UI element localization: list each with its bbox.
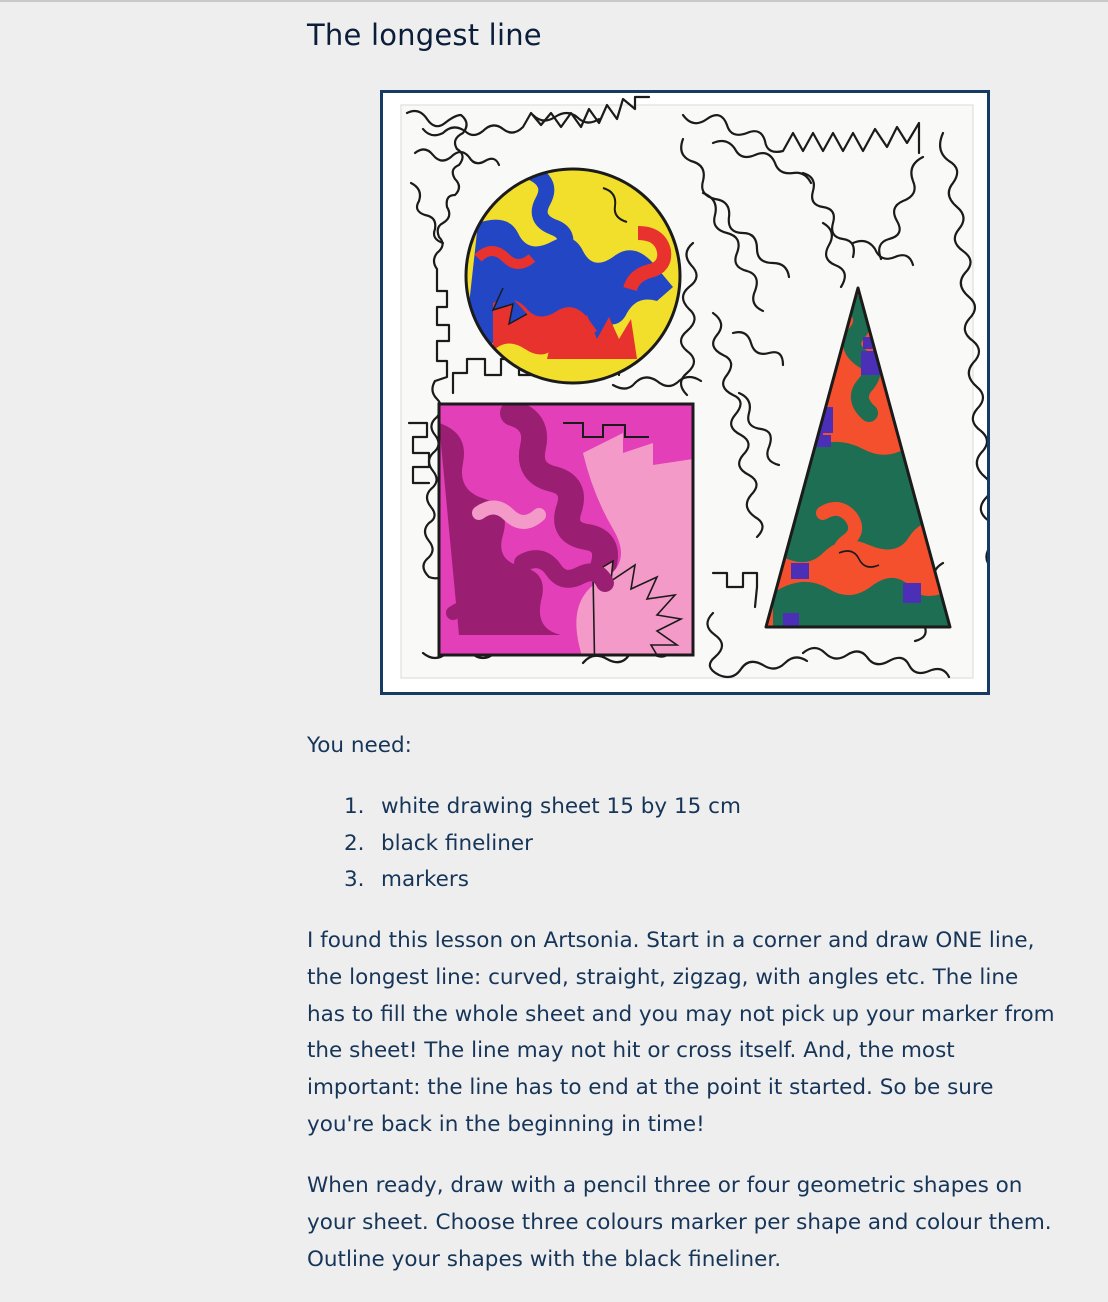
paragraph-line: important: the line has to end at the point it started. So be sure	[307, 1075, 994, 1101]
artwork-drawing	[383, 93, 987, 692]
shapes-paragraph	[307, 1168, 1067, 1278]
paragraph-line: the longest line: curved, straight, zigzag, with angles etc. The line	[307, 964, 1019, 990]
post-title[interactable]: The longest line	[307, 18, 542, 52]
paragraph-line: the sheet! The line may not hit or cross itself. And, the most	[307, 1038, 955, 1064]
list-item	[344, 862, 741, 899]
list-item-text: white drawing sheet 15 by 15 cm	[381, 794, 741, 819]
paragraph-line: When ready, draw with a pencil three or four geometric shapes on	[307, 1173, 1023, 1198]
artwork-image[interactable]	[380, 90, 990, 695]
list-item-text: markers	[381, 867, 469, 893]
supplies-list	[344, 789, 741, 899]
paragraph-line: your sheet. Choose three colours marker per shape and colour them.	[307, 1209, 1052, 1235]
list-number: 3.	[344, 867, 365, 893]
instructions-paragraph	[307, 923, 1067, 1144]
list-number: 2.	[344, 830, 365, 856]
paragraph-line: Outline your shapes with the black fineliner.	[307, 1246, 782, 1272]
list-item-text: black fineliner	[381, 830, 533, 856]
top-divider	[0, 0, 1108, 2]
list-item	[344, 789, 741, 826]
you-need-label: You need:	[307, 733, 412, 758]
list-item	[344, 826, 741, 863]
paragraph-line: you're back in the beginning in time!	[307, 1111, 705, 1137]
paragraph-line: I found this lesson on Artsonia. Start in a corner and draw ONE line,	[307, 928, 1035, 953]
list-number: 1.	[344, 794, 365, 819]
paragraph-line: has to fill the whole sheet and you may not pick up your marker from	[307, 1001, 1055, 1027]
